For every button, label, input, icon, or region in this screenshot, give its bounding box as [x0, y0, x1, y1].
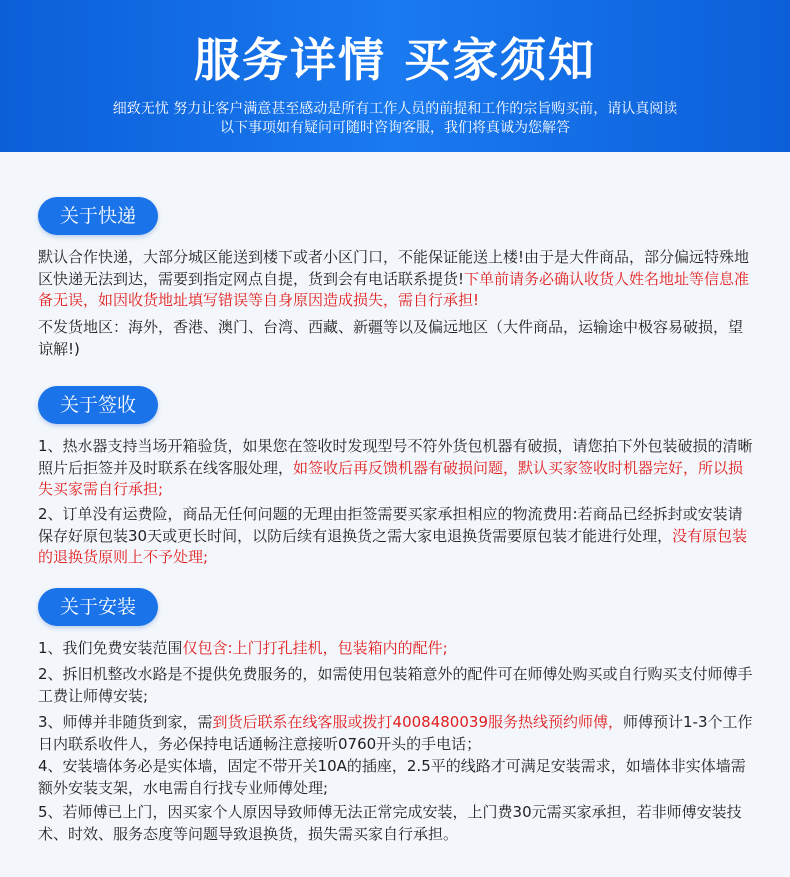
receipt-return-text: 2、订单没有运费险，商品无任何问题的无理由拒签需要买家承担相应的物流费用:若商品已经拆封或安装请保存好原包装30天或更长时间，以防后续有退换货之需大家电退换货需要原包装才能进行处理，: [38, 505, 743, 545]
express-notice: [38, 247, 756, 312]
receipt-inspection: [38, 436, 756, 501]
header-banner: [0, 0, 790, 152]
install-wall-requirements: 4、安装墙体务必是实体墙，固定不带开关10A的插座，2.5平的线路才可满足安装需求，如墙体非实体墙需额外安装支架，水电需自行找专业师傅处理;: [38, 757, 746, 797]
page-title: 服务详情 买家须知: [193, 33, 596, 87]
install-scope-highlight: 仅包含:上门打孔挂机，包装箱内的配件;: [182, 639, 448, 657]
install-old-unit: 2、拆旧机整改水路是不提供免费服务的，如需使用包装箱意外的配件可在师傅处购买或自行购买支付师傅手工费让师傅安装;: [38, 665, 753, 705]
install-appointment-tail: 师傅预计1-3个工作日内联系收件人，务必保持电话通畅注意接听0760开头的手电话；: [38, 713, 753, 753]
install-scope: [38, 638, 756, 660]
receipt-return-warning: 没有原包装的退换货原则上不予处理;: [38, 526, 748, 566]
section-label-install: 关于安装: [38, 588, 158, 626]
express-warning: 下单前请务必确认收货人姓名地址等信息准备无误，如因收货地址填写错误等自身原因造成损失，需自行承担!: [38, 269, 750, 309]
section-label-receipt: 关于签收: [38, 386, 158, 424]
no-delivery-areas: 不发货地区：海外，香港、澳门、台湾、西藏、新疆等以及偏远地区（大件商品，运输途中极容易破损，望谅解!): [38, 318, 744, 358]
install-scope-text: 1、我们免费安装范围: [38, 639, 183, 657]
express-notice-text: 默认合作快递，大部分城区能送到楼下或者小区门口，不能保证能送上楼!由于是大件商品，部分偏远特殊地区快递无法到达，需要到指定网点自提，货到会有电话联系提货!: [38, 248, 750, 288]
receipt-return-policy: [38, 504, 756, 569]
receipt-inspection-text: 1、热水器支持当场开箱验货，如果您在签收时发现型号不符外货包机器有破损，请您拍下外包装破损的清晰照片后拒签并及时联系在线客服处理，: [38, 437, 753, 477]
section-label-express: 关于快递: [38, 197, 158, 235]
page-subtitle: 细致无忧 努力让客户满意甚至感动是所有工作人员的前提和工作的宗旨购买前，请认真阅读以下事项如有疑问可随时咨询客服，我们将真诚为您解答: [112, 101, 678, 136]
install-hotline: 到货后联系在线客服或拨打4008480039服务热线预约师傅，: [212, 713, 623, 731]
receipt-warning: 如签收后再反馈机器有破损问题，默认买家签收时机器完好，所以损失买家需自行承担;: [38, 458, 744, 498]
install-appointment: [38, 712, 756, 755]
install-appointment-text: 3、师傅并非随货到家，需: [38, 713, 213, 731]
install-visit-fee: 5、若师傅已上门，因买家个人原因导致师傅无法正常完成安装，上门费30元需买家承担，若非师傅安装技术、时效、服务态度等问题导致退换货，损失需买家自行承担。: [38, 803, 742, 843]
